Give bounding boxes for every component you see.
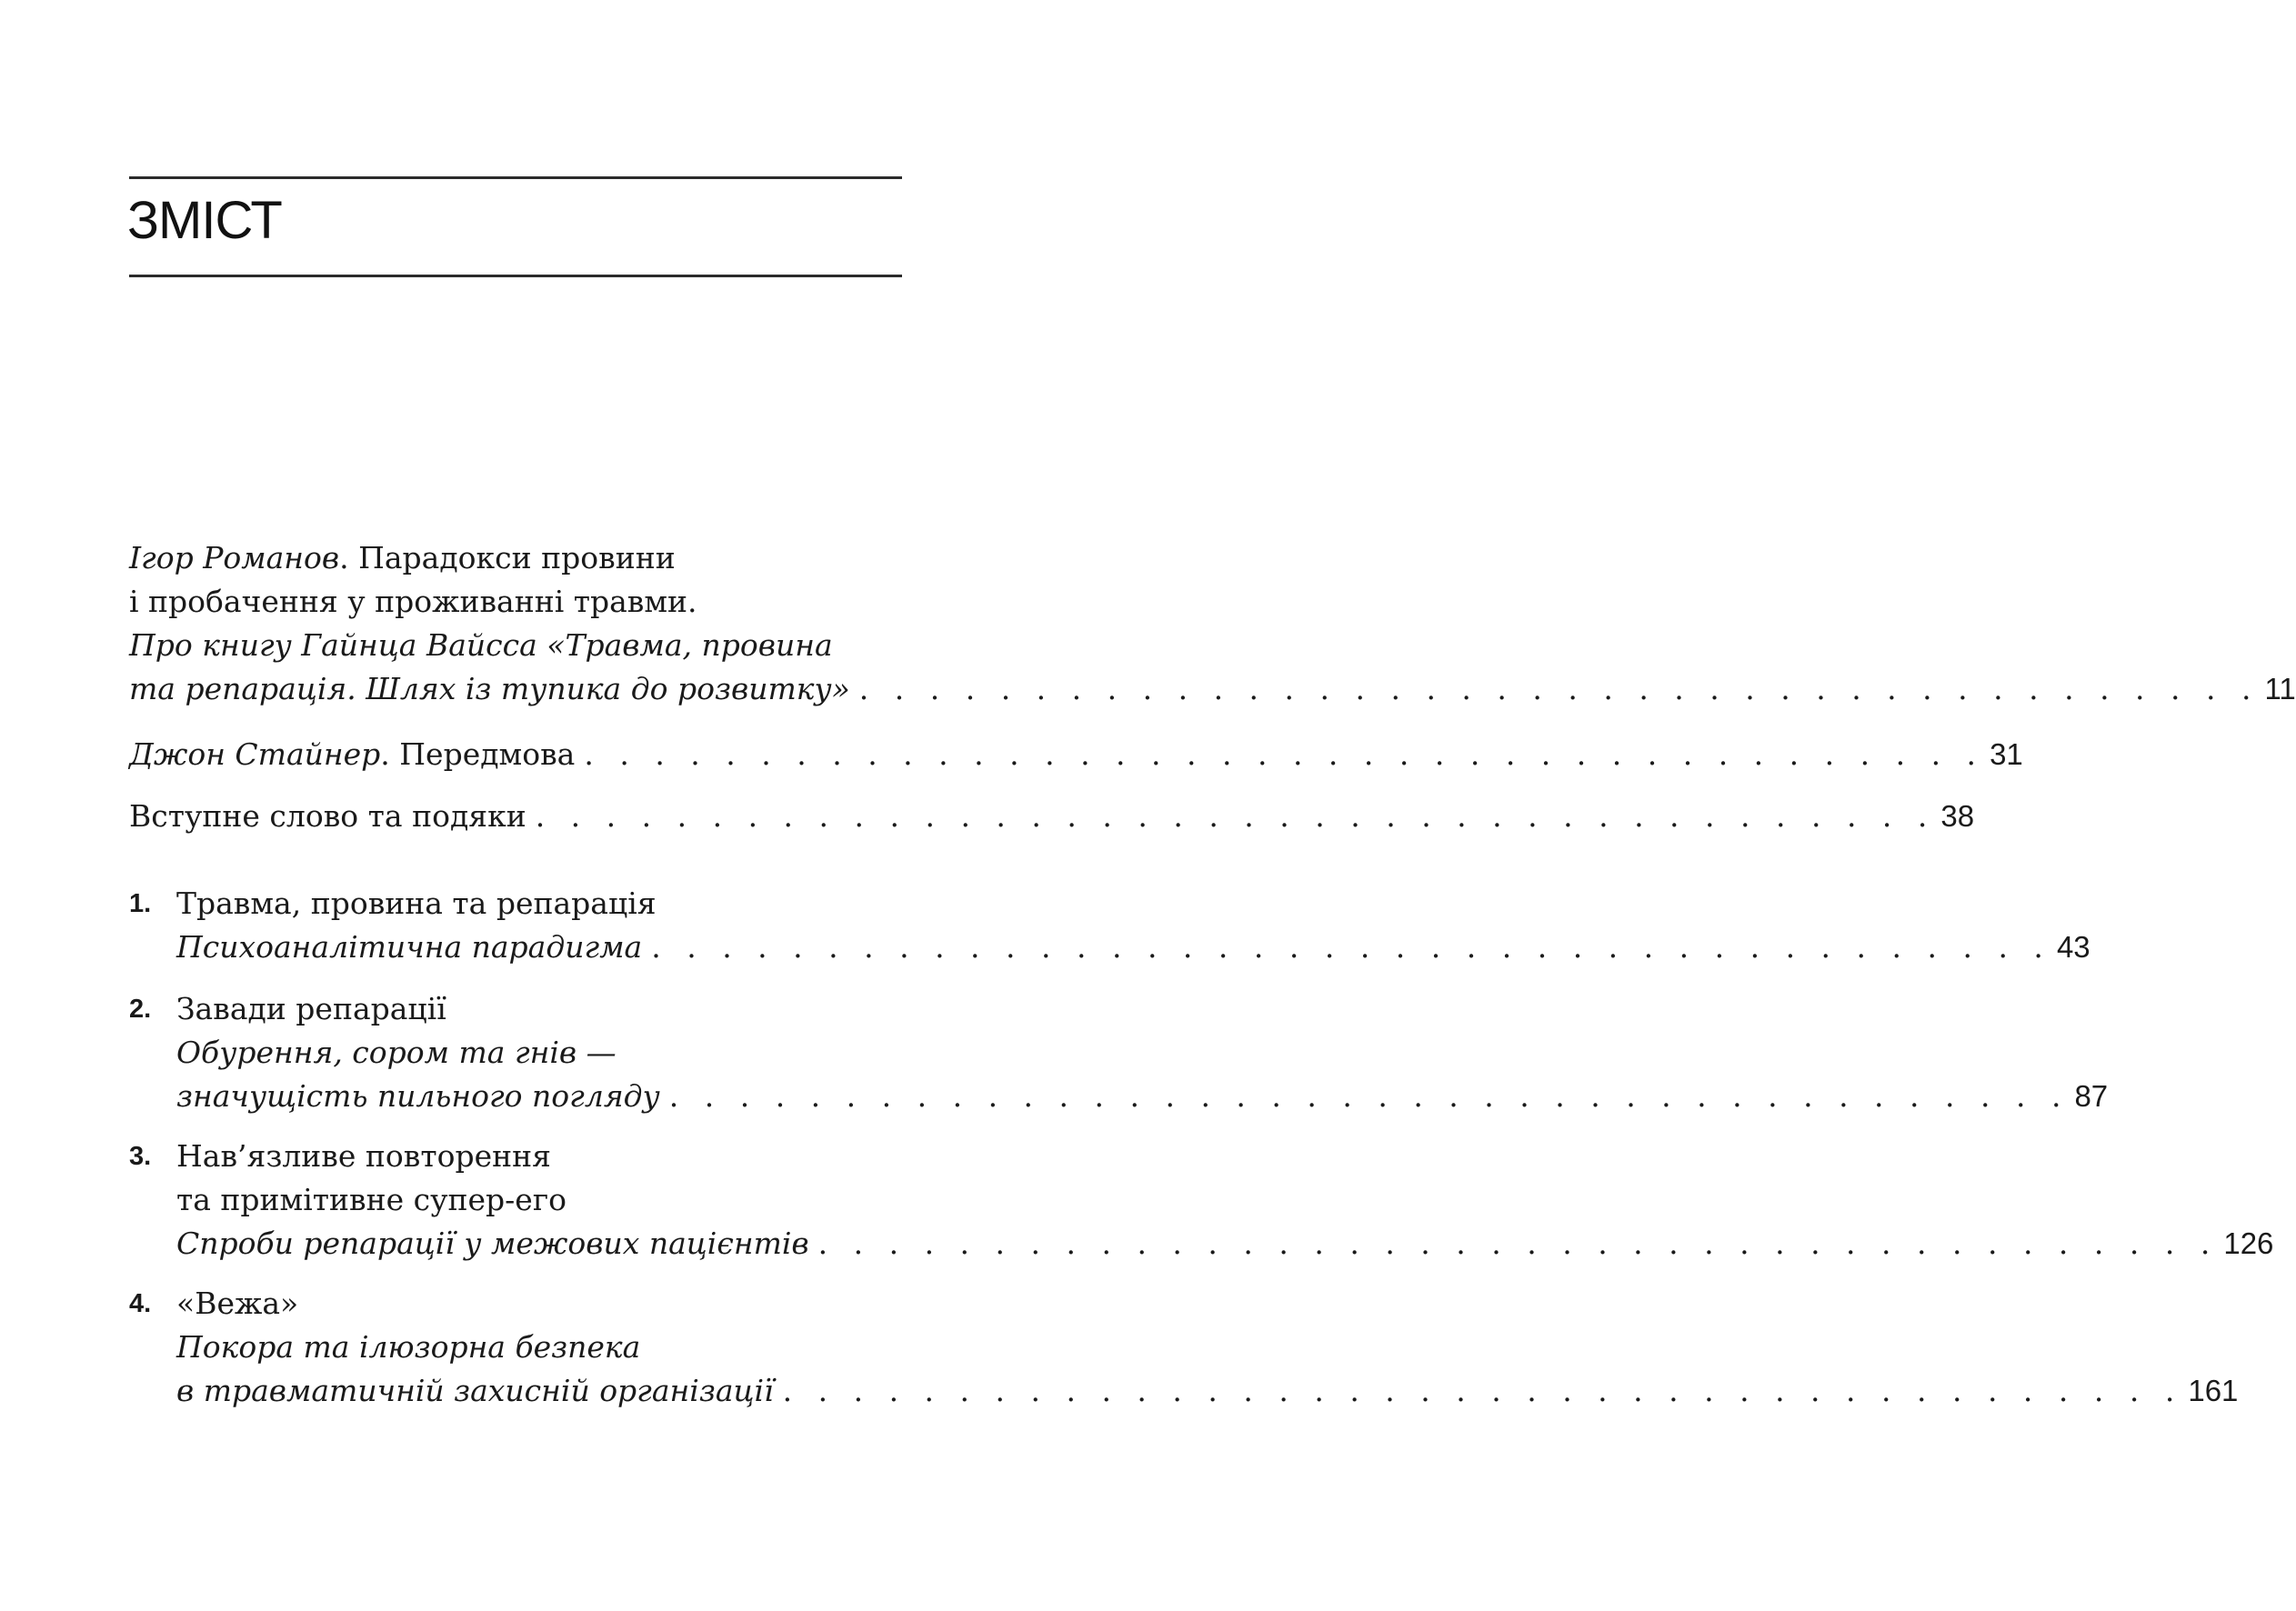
entry-author: Джон Стайнер <box>129 736 381 772</box>
chapter-title-line: Травма, провина та репарація <box>176 886 657 921</box>
entry-subtitle-line: Про книгу Гайнца Вайсса «Травма, провина <box>129 627 833 663</box>
chapter-title-line: «Вежа» <box>176 1286 299 1321</box>
toc-entry-steiner[interactable]: Джон Стайнер. Передмова . . . . . . . . . . . . . . . . . . . . . . . . . . . . . . . . . . . . . . . . 31 <box>129 733 902 776</box>
chapter-title-line: Завади репарації <box>176 991 446 1026</box>
page-number: 126 <box>2223 1226 2274 1260</box>
entry-title-line: і пробачення у проживанні травми. <box>129 584 697 619</box>
entry-author: Ігор Романов <box>129 540 340 575</box>
dot-leader: . . . . . . . . . . . . . . . . . . . . . . . . . . . . . . . . . . . . . . . . <box>535 798 1936 834</box>
page-number: 161 <box>2188 1374 2239 1407</box>
dot-leader: . . . . . . . . . . . . . . . . . . . . . . . . . . . . . . . . . . . . . . . . <box>651 929 2051 965</box>
entry-subtitle-line: та репарація. Шлях із тупика до розвитку» <box>129 671 850 706</box>
chapter-subtitle-line: в травматичній захисній організації <box>176 1373 774 1408</box>
dot-leader: . . . . . . . . . . . . . . . . . . . . . . . . . . . . . . . . . . . . . . . . <box>858 671 2260 706</box>
entry-title: Вступне слово та подяки <box>129 798 526 834</box>
chapter-number: 4. <box>129 1289 152 1318</box>
toc-entry-introduction[interactable] <box>129 795 1975 838</box>
chapter-title-line: Нав’язливе повторення <box>176 1138 551 1174</box>
page-number: 43 <box>2056 930 2090 964</box>
page-number: 38 <box>1940 799 1975 833</box>
bottom-rule <box>129 275 902 277</box>
dot-leader: . . . . . . . . . . . . . . . . . . . . . . . . . . . . . . . . . . . . . . . . <box>817 1226 2219 1261</box>
dot-leader: . . . . . . . . . . . . . . . . . . . . . . . . . . . . . . . . . . . . . . . . <box>668 1078 2070 1114</box>
toc-entry-romanov[interactable]: Ігор Романов. Парадокси провини і пробачення у проживанні травми. Про книгу Гайнца Вайсса «Травма, провина та репарація. Шлях із тупика до розвитку» . . . . . . . . . . . . . . . . . . . . . . . . . . . . . . . . . . . . . . . . 11 <box>129 536 902 711</box>
page-number: 31 <box>1990 737 2023 771</box>
entry-title-line: Парадокси провини <box>358 540 676 575</box>
page-title: ЗМІСТ <box>127 191 282 250</box>
top-rule <box>129 176 902 179</box>
page-number: 11 <box>2264 672 2296 705</box>
chapter-title-line: та примітивне супер-его <box>176 1182 566 1217</box>
chapter-subtitle-line: значущість пильного погляду <box>176 1078 660 1114</box>
chapter-subtitle-line: Спроби репарації у межових пацієнтів <box>176 1226 809 1261</box>
dot-leader: . . . . . . . . . . . . . . . . . . . . . . . . . . . . . . . . . . . . . . . . <box>584 736 1985 772</box>
chapter-number: 3. <box>129 1142 152 1171</box>
page-number: 87 <box>2074 1079 2109 1113</box>
entry-title: Передмова <box>399 736 576 772</box>
chapter-number: 2. <box>129 995 152 1024</box>
dot-leader: . . . . . . . . . . . . . . . . . . . . . . . . . . . . . . . . . . . . . . . . <box>782 1373 2183 1408</box>
chapter-number: 1. <box>129 889 152 918</box>
chapter-subtitle-line: Обурення, сором та гнів — <box>176 1035 617 1070</box>
chapter-subtitle-line: Психоаналітична парадигма <box>176 929 643 965</box>
chapter-subtitle-line: Покора та ілюзорна безпека <box>176 1329 641 1365</box>
